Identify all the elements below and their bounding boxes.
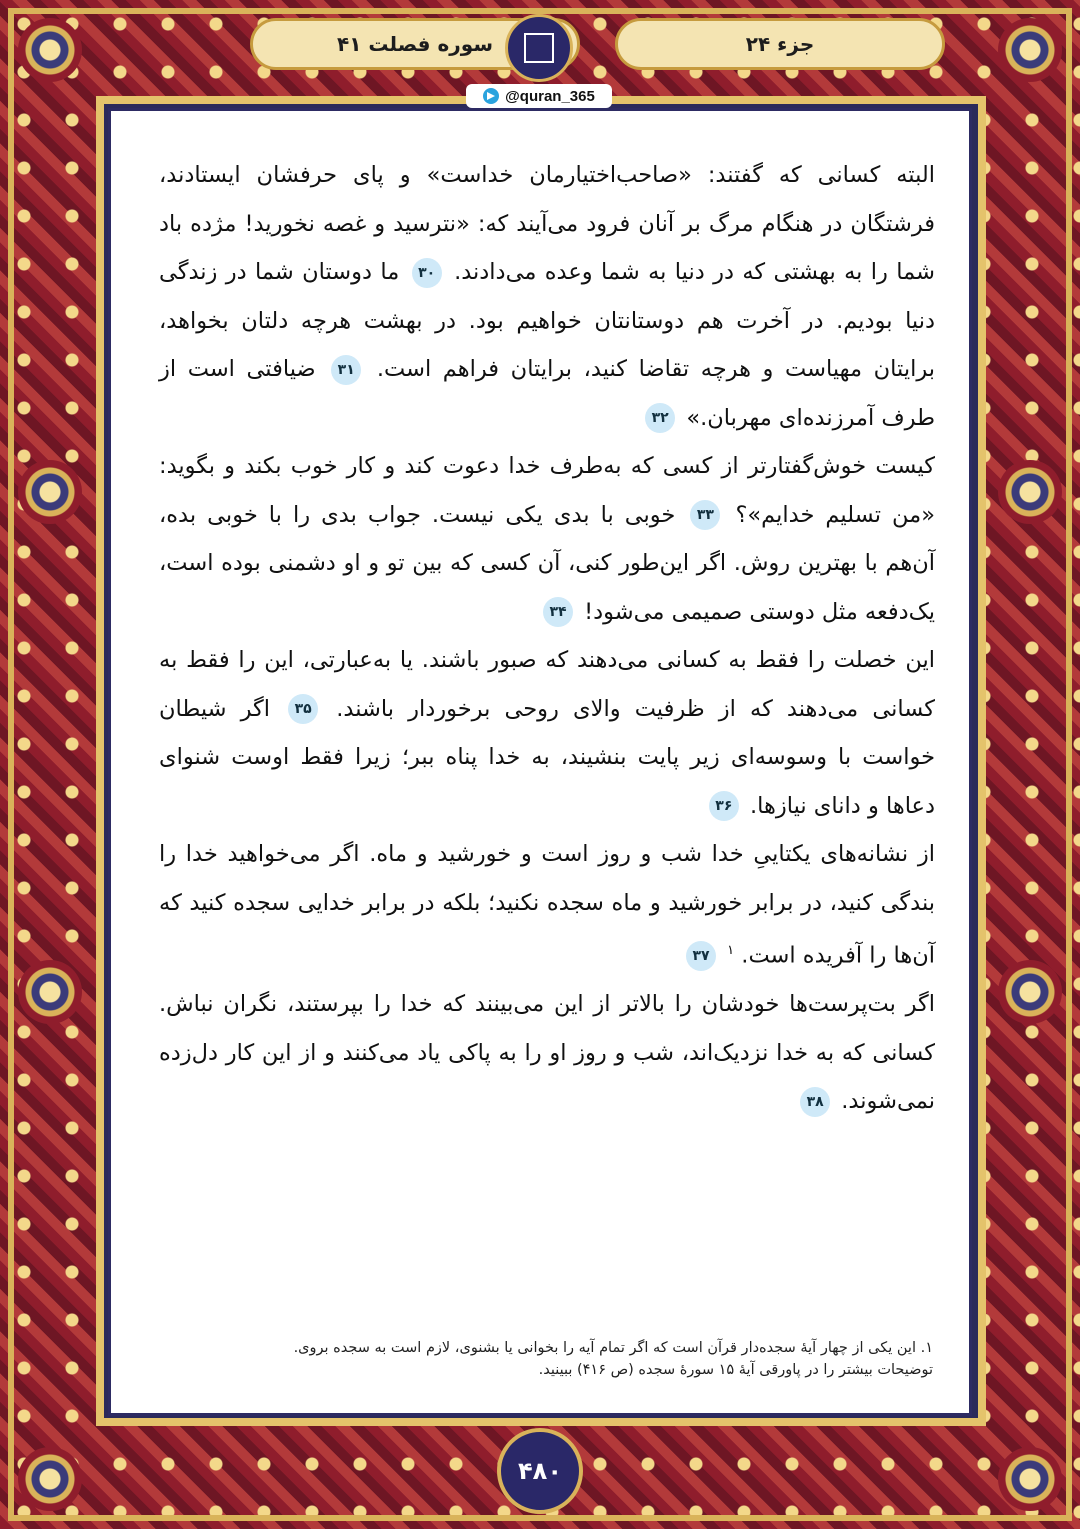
side-rosette: [998, 960, 1062, 1024]
corner-rosette: [998, 1447, 1062, 1511]
verse-text: اگر شیطان خواست با وسوسه‌ای زیر پایت بنشیند، به خدا پناه ببر؛ زیرا فقط اوست شنوای دعاها و دانای نیازها.: [159, 695, 935, 819]
verse-text: ما دوستان شما در زندگی دنیا بودیم. در آخرت هم دوستانتان خواهیم بود. در بهشت هرچه دلتان بخواهد، برایتان مهیاست و هرچه تقاضا کنید، برایتان فراهم است.: [159, 259, 936, 382]
translation-text: [159, 151, 935, 1126]
channel-handle-text: @quran_365: [505, 87, 595, 105]
ayah-number-marker: ۳۷: [686, 941, 716, 971]
page-content: [108, 108, 972, 1416]
ayah-number-marker: ۳۳: [690, 500, 720, 530]
side-rosette: [998, 460, 1062, 524]
corner-rosette: [18, 18, 82, 82]
quran-emblem-icon: [505, 14, 573, 82]
verse-text: از نشانه‌های یکتاییِ خدا شب و روز است و خورشید و ماه. اگر می‌خواهید خدا را بندگی کنید، در برابر خورشید و ماه سجده نکنید؛ بلکه در برابر خدایی سجده کنید که آن‌ها را آفریده است.: [159, 841, 935, 969]
paragraph: [159, 442, 935, 636]
ayah-number-marker: ۳۴: [543, 597, 573, 627]
footnote-line: توضیحات بیشتر را در پاورقی آیهٔ ۱۵ سورهٔ سجده (ص ۴۱۶) ببینید.: [538, 1362, 933, 1378]
side-rosette: [18, 460, 82, 524]
ayah-number-marker: ۳۰: [412, 258, 442, 288]
corner-rosette: [18, 1447, 82, 1511]
telegram-icon: [483, 88, 499, 104]
paragraph: [159, 636, 935, 830]
verse-text: البته کسانی که گفتند: «صاحب‌اختیارمان خداست» و پای حرفشان ایستادند، فرشتگان در هنگام مرگ بر آنان فرود می‌آیند که: «نترسید و غصه نخورید! مژده باد شما را به بهشتی که در دنیا به شما وعده می‌دادند.: [159, 162, 936, 285]
ayah-number-marker: ۳۵: [288, 694, 318, 724]
ayah-number-marker: ۳۸: [800, 1087, 830, 1117]
juz-label: جزء ۲۴: [615, 18, 945, 70]
verse-text: کیست خوش‌گفتارتر از کسی که به‌طرف خدا دعوت کند و کار خوب بکند و بگوید: «من تسلیم خدایم»؟: [159, 453, 935, 528]
ayah-number-marker: ۳۲: [645, 403, 675, 433]
surah-label: سوره فصلت ۴۱: [250, 18, 580, 70]
page-number: ۴۸۰: [497, 1428, 583, 1514]
verse-text: ضیافتی است از طرف آمرزنده‌ای مهربان.»: [159, 356, 935, 431]
verse-text: خوبی با بدی یکی نیست. جواب بدی را با خوبی بده، آن‌هم با بهترین روش. اگر این‌طور کنی، آن کسی که بین تو و او دشمنی بوده است، یک‌دفعه مثل دوستی صمیمی می‌شود!: [159, 501, 935, 625]
footnote-reference: ۱: [727, 943, 735, 958]
corner-rosette: [998, 18, 1062, 82]
footnote: [163, 1337, 933, 1381]
ayah-number-marker: ۳۱: [331, 355, 361, 385]
paragraph: [159, 980, 935, 1126]
footnote-line: ۱. این یکی از چهار آیهٔ سجده‌دار قرآن است که اگر تمام آیه را بخوانی یا بشنوی، لازم است به سجده بروی.: [293, 1340, 933, 1356]
ayah-number-marker: ۳۶: [709, 791, 739, 821]
paragraph: [159, 830, 935, 980]
verse-text: این خصلت را فقط به کسانی می‌دهند که صبور باشند. یا به‌عبارتی، این را فقط به کسانی می‌دهند که از ظرفیت والای روحی برخوردار باشند.: [159, 647, 936, 722]
verse-text: اگر بت‌پرست‌ها خودشان را بالاتر از این می‌بینند که خدا را بپرستند، نگران نباش. کسانی که به خدا نزدیک‌اند، شب و روز او را به پاکی یاد می‌کنند و از این کار دل‌زده نمی‌شوند.: [159, 991, 935, 1114]
side-rosette: [18, 960, 82, 1024]
paragraph: [159, 151, 935, 442]
channel-handle[interactable]: [466, 84, 612, 108]
